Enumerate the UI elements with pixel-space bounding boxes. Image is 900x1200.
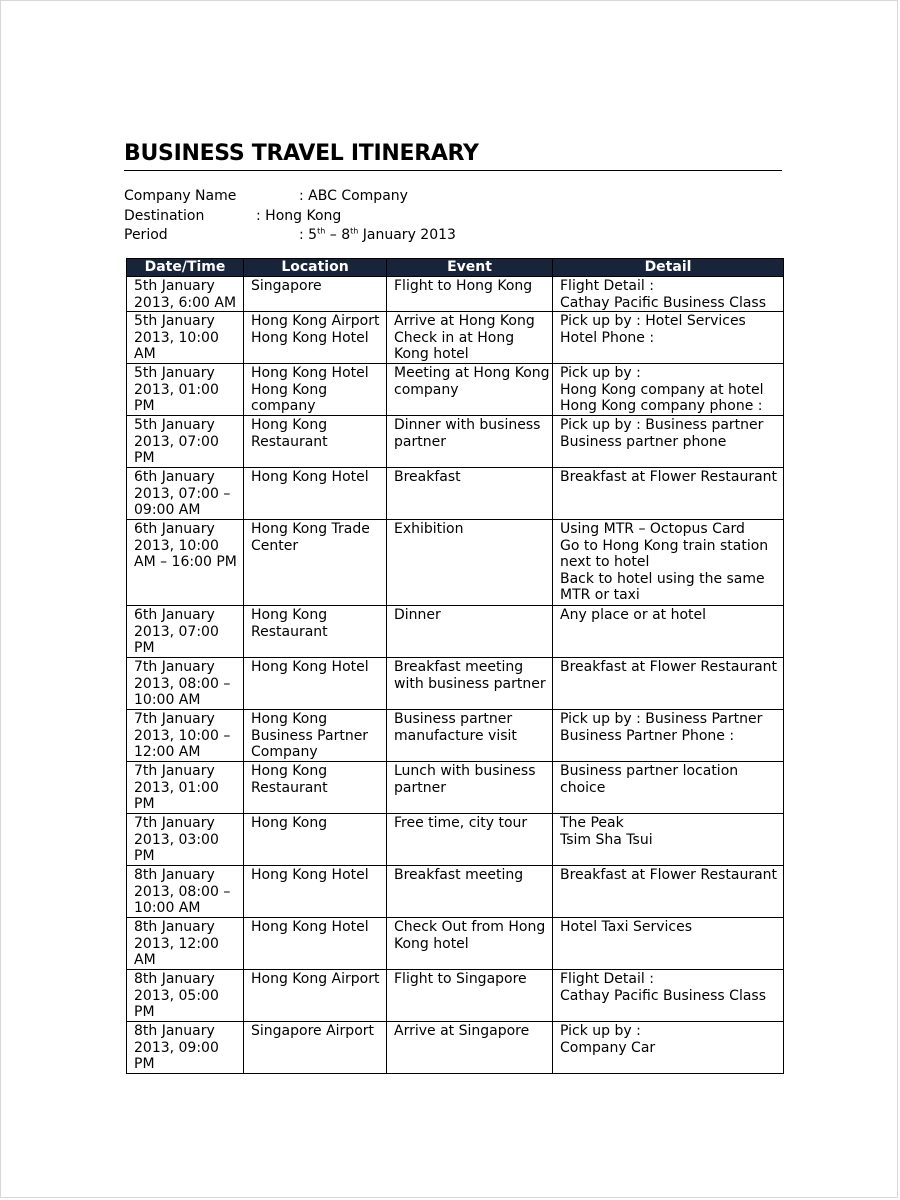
event-cell: Arrive at Hong Kong Check in at Hong Kong hotel bbox=[387, 312, 553, 364]
table-row bbox=[127, 762, 784, 814]
location-cell: Hong Kong Restaurant bbox=[244, 416, 387, 468]
location-cell: Singapore bbox=[244, 277, 387, 312]
event-cell: Breakfast bbox=[387, 468, 553, 520]
detail-cell: Pick up by : Business Partner Business Partner Phone : bbox=[553, 710, 784, 762]
period-value: : 5th – 8th January 2013 bbox=[299, 226, 456, 243]
date-cell: 8th January 2013, 08:00 – 10:00 AM bbox=[127, 866, 244, 918]
location-cell: Hong Kong bbox=[244, 814, 387, 866]
detail-cell: The Peak Tsim Sha Tsui bbox=[553, 814, 784, 866]
event-cell: Exhibition bbox=[387, 520, 553, 606]
date-cell: 6th January 2013, 07:00 PM bbox=[127, 606, 244, 658]
event-cell: Flight to Singapore bbox=[387, 970, 553, 1022]
table-row bbox=[127, 970, 784, 1022]
table-row bbox=[127, 520, 784, 606]
location-cell: Hong Kong Business Partner Company bbox=[244, 710, 387, 762]
company-label: Company Name bbox=[124, 188, 237, 204]
event-cell: Flight to Hong Kong bbox=[387, 277, 553, 312]
date-cell: 7th January 2013, 01:00 PM bbox=[127, 762, 244, 814]
header-detail: Detail bbox=[553, 259, 784, 277]
table-row bbox=[127, 710, 784, 762]
table-header-row bbox=[127, 259, 784, 277]
destination-label: Destination bbox=[124, 207, 205, 224]
date-cell: 6th January 2013, 07:00 – 09:00 AM bbox=[127, 468, 244, 520]
detail-cell: Any place or at hotel bbox=[553, 606, 784, 658]
detail-cell: Pick up by : Company Car bbox=[553, 1022, 784, 1074]
event-cell: Lunch with business partner bbox=[387, 762, 553, 814]
table-row bbox=[127, 918, 784, 970]
date-cell: 8th January 2013, 05:00 PM bbox=[127, 970, 244, 1022]
event-cell: Breakfast meeting with business partner bbox=[387, 658, 553, 710]
location-cell: Hong Kong Airport bbox=[244, 970, 387, 1022]
date-cell: 7th January 2013, 03:00 PM bbox=[127, 814, 244, 866]
detail-cell: Pick up by : Business partner Business partner phone bbox=[553, 416, 784, 468]
date-cell: 8th January 2013, 09:00 PM bbox=[127, 1022, 244, 1074]
location-cell: Hong Kong Hotel bbox=[244, 918, 387, 970]
date-cell: 5th January 2013, 6:00 AM bbox=[127, 277, 244, 312]
table-row bbox=[127, 814, 784, 866]
date-cell: 7th January 2013, 10:00 – 12:00 AM bbox=[127, 710, 244, 762]
date-cell: 5th January 2013, 01:00 PM bbox=[127, 364, 244, 416]
detail-cell: Hotel Taxi Services bbox=[553, 918, 784, 970]
destination-value: : Hong Kong bbox=[256, 207, 342, 224]
date-cell: 5th January 2013, 10:00 AM bbox=[127, 312, 244, 364]
page-title: BUSINESS TRAVEL ITINERARY bbox=[124, 141, 479, 166]
detail-cell: Breakfast at Flower Restaurant bbox=[553, 658, 784, 710]
event-cell: Free time, city tour bbox=[387, 814, 553, 866]
header-datetime: Date/Time bbox=[127, 259, 244, 277]
title-divider bbox=[124, 170, 782, 171]
location-cell: Hong Kong Restaurant bbox=[244, 606, 387, 658]
table-row bbox=[127, 364, 784, 416]
table-row bbox=[127, 866, 784, 918]
table-row bbox=[127, 658, 784, 710]
location-cell: Hong Kong Trade Center bbox=[244, 520, 387, 606]
location-cell: Singapore Airport bbox=[244, 1022, 387, 1074]
detail-cell: Breakfast at Flower Restaurant bbox=[553, 468, 784, 520]
event-cell: Dinner with business partner bbox=[387, 416, 553, 468]
itinerary-body bbox=[127, 277, 784, 1074]
event-cell: Dinner bbox=[387, 606, 553, 658]
date-cell: 5th January 2013, 07:00 PM bbox=[127, 416, 244, 468]
detail-cell: Breakfast at Flower Restaurant bbox=[553, 866, 784, 918]
location-cell: Hong Kong Airport Hong Kong Hotel bbox=[244, 312, 387, 364]
location-cell: Hong Kong Restaurant bbox=[244, 762, 387, 814]
date-cell: 8th January 2013, 12:00 AM bbox=[127, 918, 244, 970]
company-value: : ABC Company bbox=[299, 188, 408, 204]
period-label: Period bbox=[124, 227, 168, 243]
table-row bbox=[127, 468, 784, 520]
detail-cell: Using MTR – Octopus Card Go to Hong Kong train station next to hotel Back to hotel using the same MTR or taxi bbox=[553, 520, 784, 606]
detail-cell: Business partner location choice bbox=[553, 762, 784, 814]
location-cell: Hong Kong Hotel bbox=[244, 866, 387, 918]
table-row bbox=[127, 1022, 784, 1074]
event-cell: Business partner manufacture visit bbox=[387, 710, 553, 762]
header-event: Event bbox=[387, 259, 553, 277]
table-row bbox=[127, 312, 784, 364]
event-cell: Check Out from Hong Kong hotel bbox=[387, 918, 553, 970]
location-cell: Hong Kong Hotel Hong Kong company bbox=[244, 364, 387, 416]
event-cell: Arrive at Singapore bbox=[387, 1022, 553, 1074]
detail-cell: Pick up by : Hong Kong company at hotel Hong Kong company phone : bbox=[553, 364, 784, 416]
itinerary-table bbox=[126, 258, 784, 1074]
detail-cell: Flight Detail : Cathay Pacific Business Class bbox=[553, 970, 784, 1022]
detail-cell: Flight Detail : Cathay Pacific Business Class bbox=[553, 277, 784, 312]
location-cell: Hong Kong Hotel bbox=[244, 468, 387, 520]
detail-cell: Pick up by : Hotel Services Hotel Phone : bbox=[553, 312, 784, 364]
date-cell: 7th January 2013, 08:00 – 10:00 AM bbox=[127, 658, 244, 710]
table-row bbox=[127, 277, 784, 312]
date-cell: 6th January 2013, 10:00 AM – 16:00 PM bbox=[127, 520, 244, 606]
event-cell: Breakfast meeting bbox=[387, 866, 553, 918]
location-cell: Hong Kong Hotel bbox=[244, 658, 387, 710]
header-location: Location bbox=[244, 259, 387, 277]
event-cell: Meeting at Hong Kong company bbox=[387, 364, 553, 416]
table-row bbox=[127, 416, 784, 468]
table-row bbox=[127, 606, 784, 658]
